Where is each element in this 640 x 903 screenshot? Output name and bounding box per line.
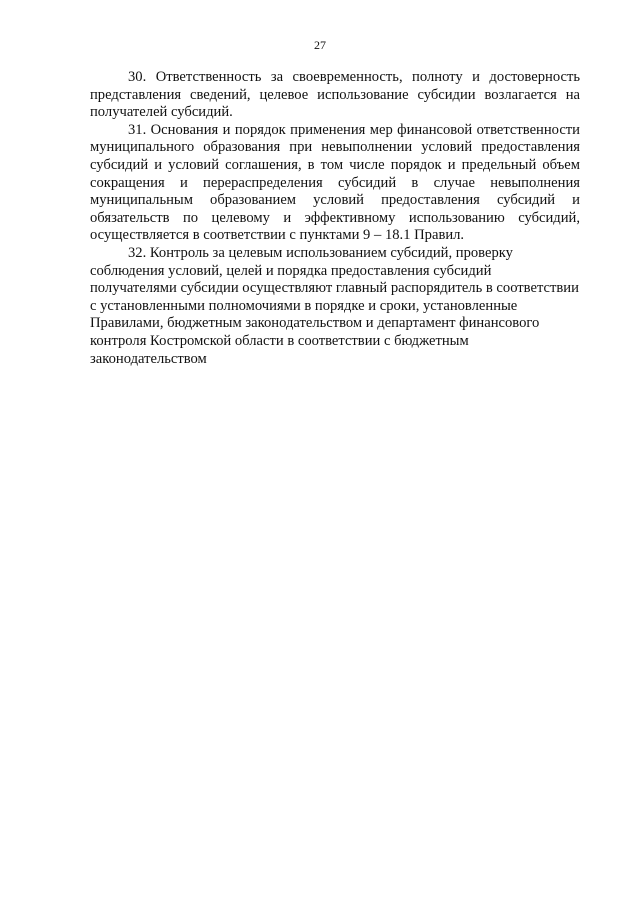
paragraph-30: 30. Ответственность за своевременность, полноту и достоверность представления сведений, целевое использование субсидии возлагается на получателей субсидий. bbox=[90, 69, 580, 121]
document-body bbox=[90, 69, 580, 368]
page-number: 27 bbox=[314, 38, 326, 52]
paragraph-32: 32. Контроль за целевым использованием субсидий, проверку соблюдения условий, целей и порядка предоставления субсидий получателями субсидии осуществляют главный распорядитель в соответствии с установленными полномочиями в порядке и сроки, установленные Правилами, бюджетным законодательством и департамент финансового контроля Костромской области в соответствии с бюджетным законодательством bbox=[90, 244, 579, 367]
paragraph-31: 31. Основания и порядок применения мер финансовой ответственности муниципального образования при невыполнении условий предоставления субсидий и условий соглашения, в том числе порядок и предельный объем сокращения и перераспределения субсидий в случае невыполнения муниципальным образованием условий предоставления субсидий и обязательств по целевому и эффективному использованию субсидий, осуществляется в соответствии с пунктами 9 – 18.1 Правил. bbox=[90, 121, 580, 244]
